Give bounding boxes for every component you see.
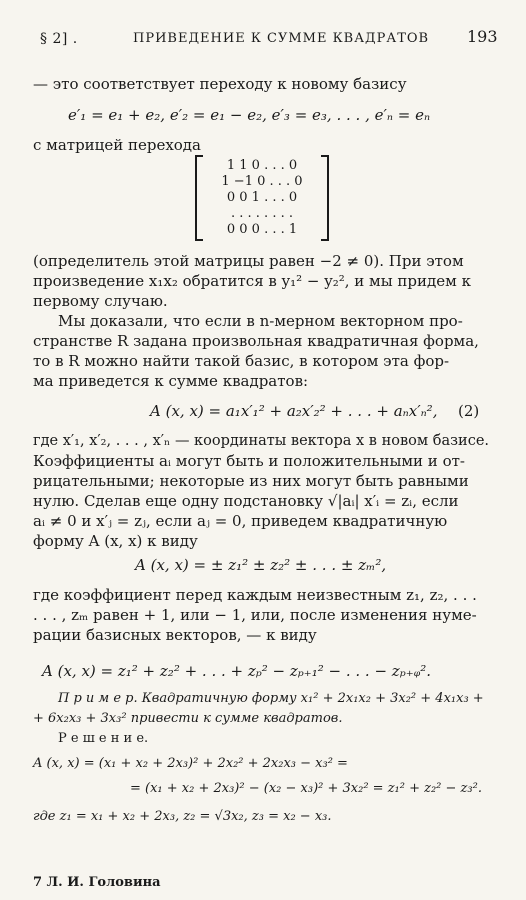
example-line: + 6x₂x₃ + 3x₃² привести к сумме квадратов. xyxy=(33,711,343,726)
footer-signature: 7 Л. И. Головина xyxy=(33,875,161,890)
text-line: . . . , zₘ равен + 1, или − 1, или, после изменения нуме- xyxy=(33,606,477,624)
text-line: рицательными; некоторые из них могут быть равными xyxy=(33,472,469,490)
section-mark: § 2] . xyxy=(40,31,78,47)
solution-formula: A (x, x) = (x₁ + x₂ + 2x₃)² + 2x₂² + 2x₂x₃ − x₃² = xyxy=(33,756,348,771)
text-line: странстве R задана произвольная квадратичная форма, xyxy=(33,332,479,350)
text-line: первому случаю. xyxy=(33,292,168,310)
formula-quadratic-form: A (x, x) = a₁x′₁² + a₂x′₂² + . . . + aₙx′ₙ², xyxy=(150,402,438,420)
text-line: (определитель этой матрицы равен −2 ≠ 0). При этом xyxy=(33,252,464,270)
matrix-row: . . . . . . . . xyxy=(231,206,293,221)
matrix-row: 0 0 0 . . . 1 xyxy=(226,222,298,237)
text-line: нулю. Сделав еще одну подстановку √|aᵢ| x′ᵢ = zᵢ, если xyxy=(33,492,459,510)
text-line: то в R можно найти такой базис, в котором эта фор- xyxy=(33,352,450,370)
matrix-row: 1 −1 0 . . . 0 xyxy=(221,174,303,189)
formula-canonical: A (x, x) = ± z₁² ± z₂² ± . . . ± zₘ², xyxy=(135,556,387,574)
page-number: 193 xyxy=(467,27,498,46)
text-line: произведение x₁x₂ обратится в y₁² − y₂², и мы придем к xyxy=(33,272,471,290)
text-line: с матрицей перехода xyxy=(33,136,201,154)
running-title: ПРИВЕДЕНИЕ К СУММЕ КВАДРАТОВ xyxy=(133,31,430,46)
equation-number: (2) xyxy=(458,402,480,420)
matrix-row: 0 0 1 . . . 0 xyxy=(226,190,298,205)
solution-label: Р е ш е н и е. xyxy=(58,731,149,746)
solution-formula: = (x₁ + x₂ + 2x₃)² − (x₂ − x₃)² + 3x₂² = z₁² + z₂² − z₃². xyxy=(130,781,482,796)
text-line: Коэффициенты aᵢ могут быть и положительными и от- xyxy=(33,452,465,470)
matrix-row: 1 1 0 . . . 0 xyxy=(226,158,298,173)
text-line: aᵢ ≠ 0 и x′ⱼ = zⱼ, если aⱼ = 0, приведем квадратичную xyxy=(33,512,448,530)
transition-matrix xyxy=(195,155,329,241)
formula-normal-form: A (x, x) = z₁² + z₂² + . . . + zₚ² − zₚ₊₁² − . . . − zₚ₊ᵩ². xyxy=(42,662,432,680)
solution-substitution: где z₁ = x₁ + x₂ + 2x₃, z₂ = √3x₂, z₃ = x₂ − x₃. xyxy=(33,809,332,824)
text-line: Мы доказали, что если в n-мерном векторном про- xyxy=(58,312,463,330)
formula-basis: e′₁ = e₁ + e₂, e′₂ = e₁ − e₂, e′₃ = e₃, . . . , e′ₙ = eₙ xyxy=(68,106,431,124)
example-line: П р и м е р. Квадратичную форму x₁² + 2x₁x₂ + 3x₂² + 4x₁x₃ + xyxy=(58,691,484,706)
text-line: форму A (x, x) к виду xyxy=(33,532,198,550)
text-line: ма приведется к сумме квадратов: xyxy=(33,372,309,390)
text-line: — это соответствует переходу к новому базису xyxy=(33,75,407,93)
text-line: где x′₁, x′₂, . . . , x′ₙ — координаты вектора x в новом базисе. xyxy=(33,433,490,449)
text-line: где коэффициент перед каждым неизвестным z₁, z₂, . . . xyxy=(33,586,477,604)
text-line: рации базисных векторов, — к виду xyxy=(33,626,317,644)
